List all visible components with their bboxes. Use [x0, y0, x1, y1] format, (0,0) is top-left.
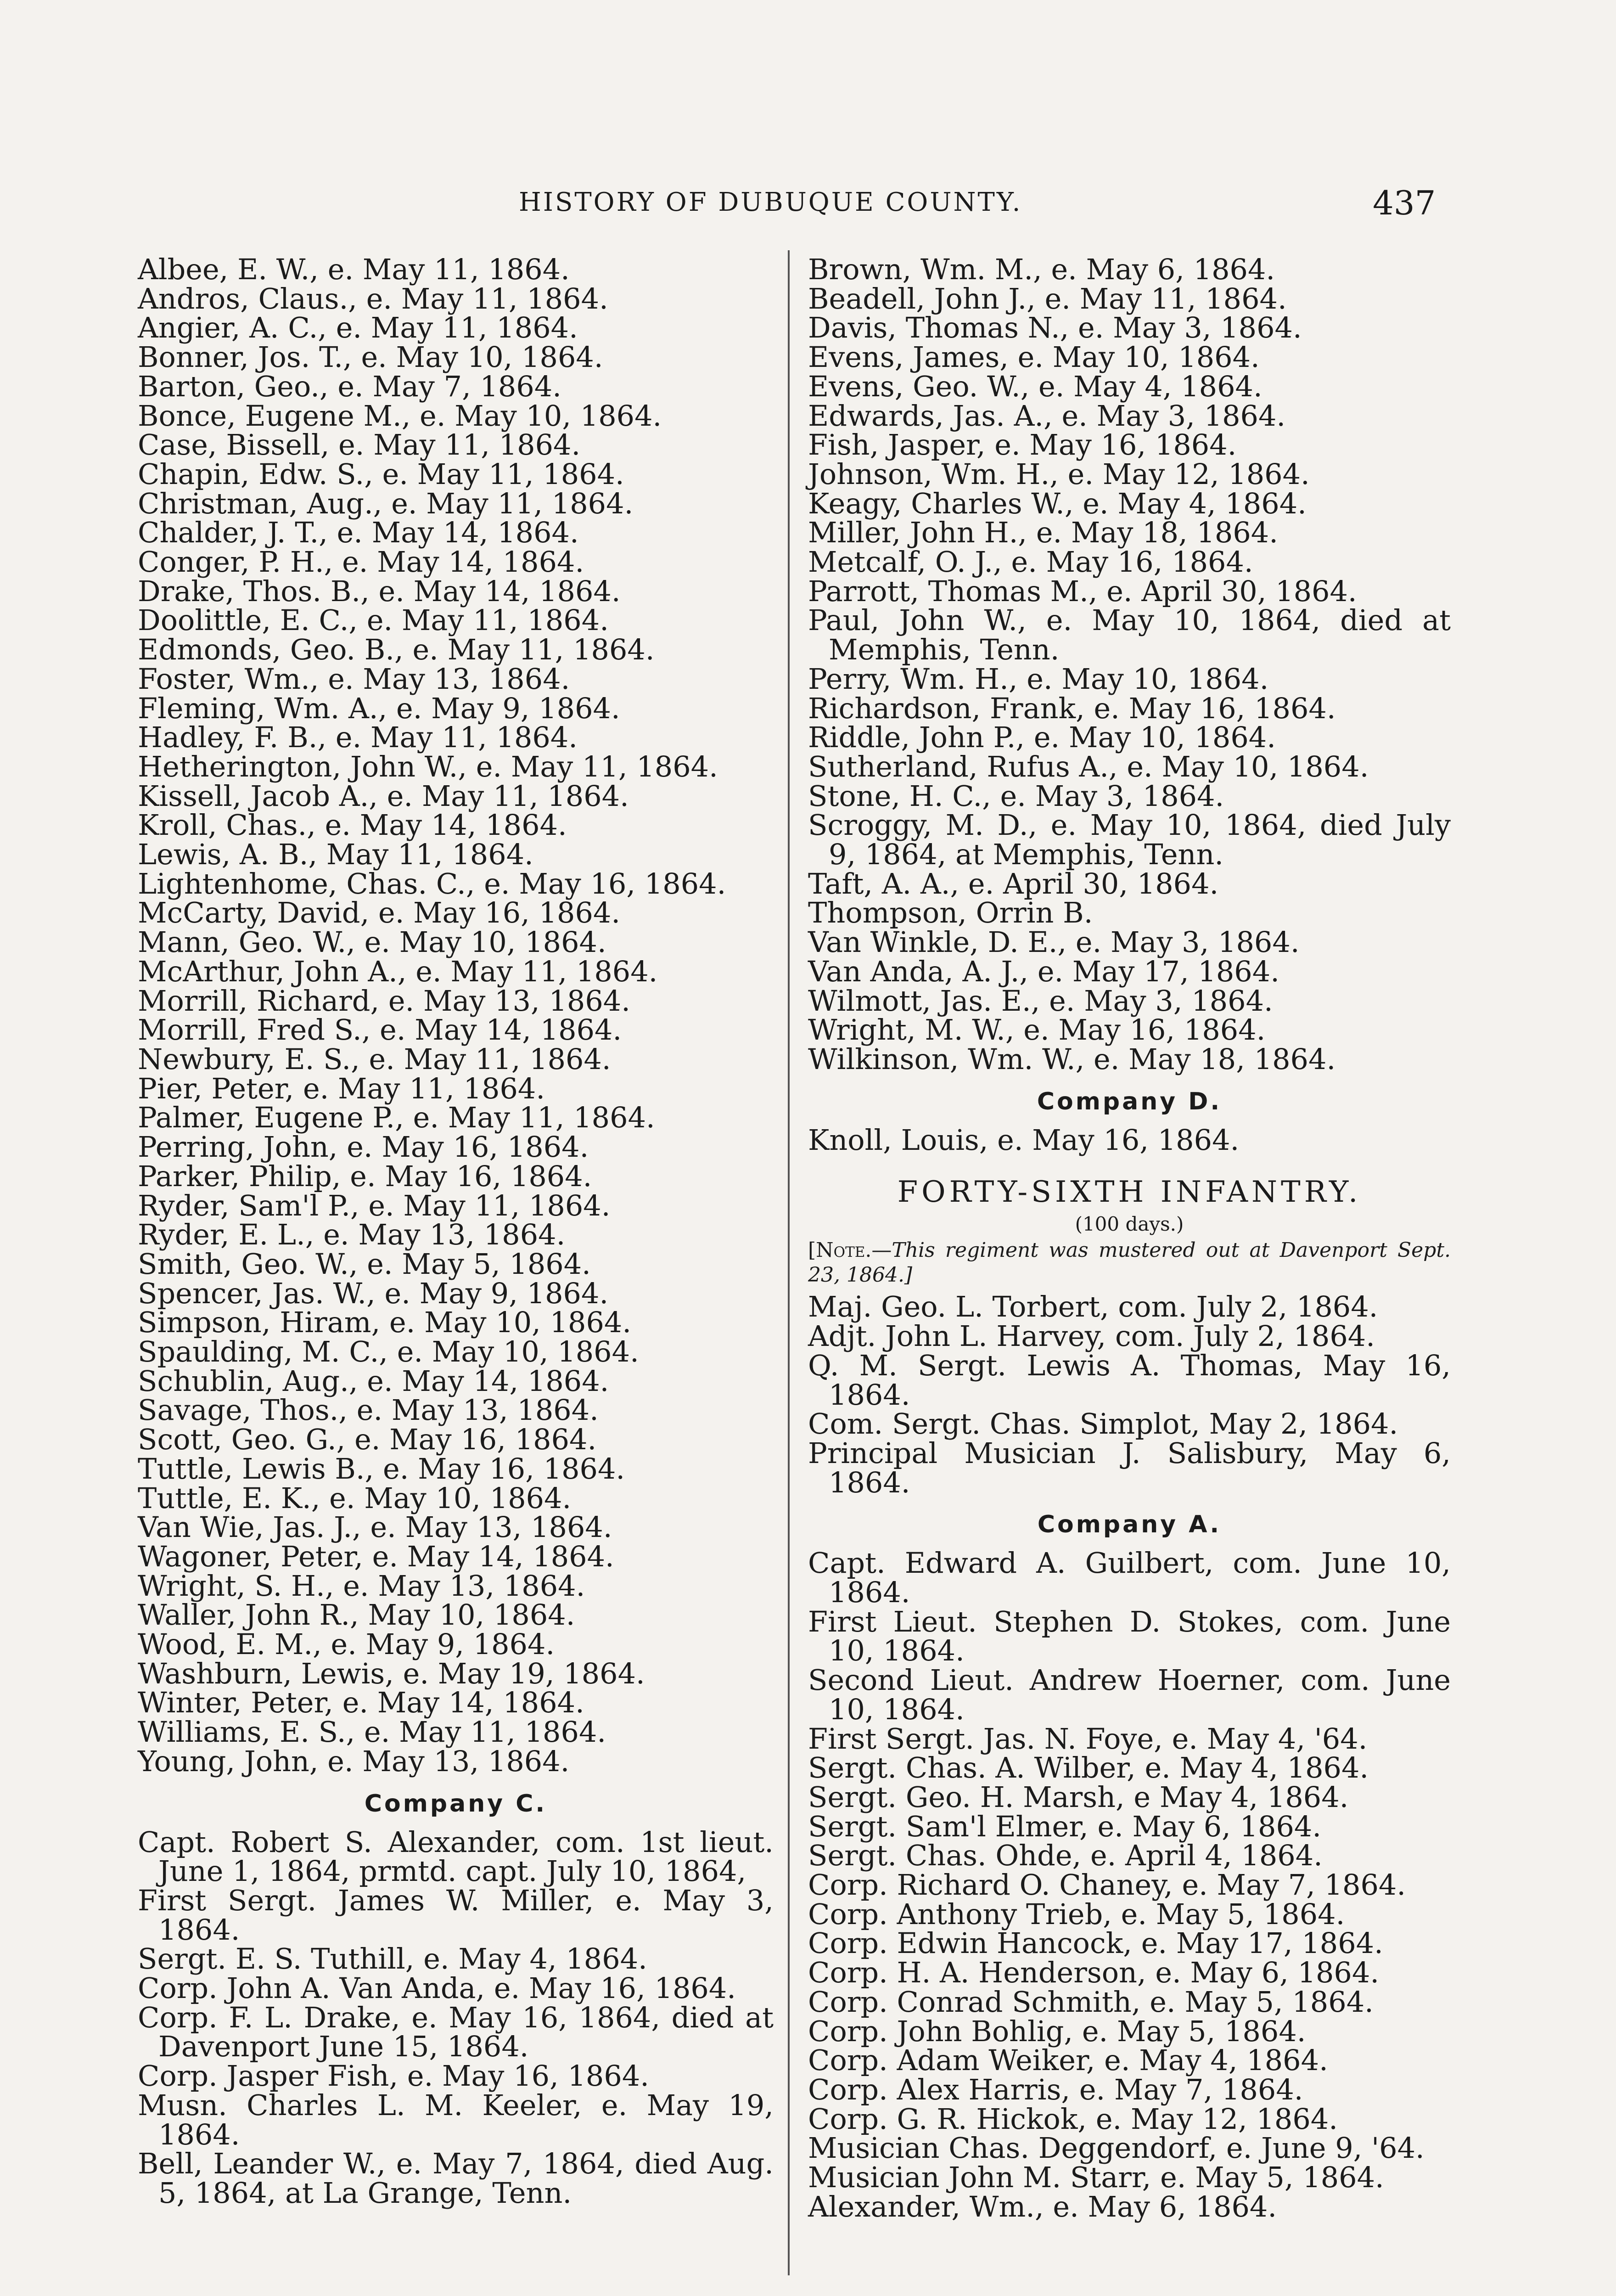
roster-entry: Waller, John R., May 10, 1864. — [138, 1598, 575, 1632]
section-title: FORTY-SIXTH INFANTRY. — [897, 1175, 1362, 1210]
service-duration: (100 days.) — [1075, 1213, 1184, 1236]
roster-entry: First Lieut. Stephen D. Stokes, com. June 10, 1864. — [808, 1604, 1451, 1668]
roster-entry: Bell, Leander W., e. May 7, 1864, died Aug. 5, 1864, at La Grange, Tenn. — [138, 2147, 774, 2210]
roster-entry: Corp. F. L. Drake, e. May 16, 1864, died at Davenport June 15, 1864. — [138, 2000, 774, 2064]
roster-entry: Keagy, Charles W., e. May 4, 1864. — [808, 486, 1307, 520]
roster-entry: Sergt. Chas. Ohde, e. April 4, 1864. — [808, 1839, 1323, 1873]
roster-entry: Richardson, Frank, e. May 16, 1864. — [808, 691, 1336, 725]
roster-entry: Kroll, Chas., e. May 14, 1864. — [138, 808, 567, 842]
roster-entry: Metcalf, O. J., e. May 16, 1864. — [808, 545, 1253, 579]
roster-entry: Morrill, Richard, e. May 13, 1864. — [138, 984, 630, 1018]
roster-entry: Barton, Geo., e. May 7, 1864. — [138, 369, 561, 403]
roster-entry: Sergt. Sam'l Elmer, e. May 6, 1864. — [808, 1809, 1322, 1843]
roster-entry: Christman, Aug., e. May 11, 1864. — [138, 486, 634, 520]
roster-list — [808, 255, 1451, 1074]
roster-entry: Principal Musician J. Salisbury, May 6, 1864. — [808, 1436, 1451, 1499]
roster-entry: Case, Bissell, e. May 11, 1864. — [138, 428, 581, 462]
roster-entry: Chalder, J. T., e. May 14, 1864. — [138, 516, 579, 550]
roster-entry: Wright, M. W., e. May 16, 1864. — [808, 1013, 1266, 1047]
roster-entry: Corp. Edwin Hancock, e. May 17, 1864. — [808, 1926, 1383, 1960]
roster-entry: Wilkinson, Wm. W., e. May 18, 1864. — [808, 1042, 1336, 1076]
roster-entry: Sutherland, Rufus A., e. May 10, 1864. — [808, 749, 1369, 783]
staff-roster — [808, 1292, 1451, 1497]
roster-entry: Capt. Robert S. Alexander, com. 1st lieut. June 1, 1864, prmtd. capt. July 10, 1864, — [138, 1825, 774, 1888]
roster-entry: Evens, James, e. May 10, 1864. — [808, 340, 1260, 374]
roster-entry: Lewis, A. B., May 11, 1864. — [138, 838, 533, 872]
roster-entry: Spaulding, M. C., e. May 10, 1864. — [138, 1335, 639, 1369]
roster-entry: Wagoner, Peter, e. May 14, 1864. — [138, 1539, 614, 1573]
running-head: HISTORY OF DUBUQUE COUNTY. — [519, 187, 1022, 217]
roster-entry: Corp. Alex Harris, e. May 7, 1864. — [808, 2072, 1303, 2106]
left-column — [138, 255, 774, 2208]
page-header — [0, 184, 1616, 225]
roster-list — [138, 255, 774, 1776]
roster-entry: Fish, Jasper, e. May 16, 1864. — [808, 428, 1237, 462]
roster-entry: First Sergt. Jas. N. Foye, e. May 4, '64. — [808, 1722, 1368, 1756]
roster-entry: Knoll, Louis, e. May 16, 1864. — [808, 1123, 1240, 1157]
roster-entry: Thompson, Orrin B. — [808, 896, 1093, 930]
roster-entry: Maj. Geo. L. Torbert, com. July 2, 1864. — [808, 1290, 1378, 1324]
roster-entry: Corp. Conrad Schmith, e. May 5, 1864. — [808, 1985, 1374, 2019]
roster-entry: Taft, A. A., e. April 30, 1864. — [808, 867, 1219, 900]
roster-entry: Van Wie, Jas. J., e. May 13, 1864. — [138, 1510, 612, 1544]
roster-entry: Evens, Geo. W., e. May 4, 1864. — [808, 369, 1262, 403]
roster-entry: Johnson, Wm. H., e. May 12, 1864. — [808, 457, 1310, 491]
roster-entry: Sergt. Chas. A. Wilber, e. May 4, 1864. — [808, 1751, 1369, 1785]
roster-entry: Parker, Philip, e. May 16, 1864. — [138, 1159, 592, 1193]
company-d-roster — [808, 1125, 1451, 1155]
roster-entry: Hadley, F. B., e. May 11, 1864. — [138, 720, 578, 754]
roster-entry: Andros, Claus., e. May 11, 1864. — [138, 281, 608, 315]
roster-entry: Stone, H. C., e. May 3, 1864. — [808, 779, 1224, 813]
roster-entry: Sergt. E. S. Tuthill, e. May 4, 1864. — [138, 1942, 647, 1976]
roster-entry: Smith, Geo. W., e. May 5, 1864. — [138, 1247, 591, 1281]
roster-entry: Com. Sergt. Chas. Simplot, May 2, 1864. — [808, 1407, 1398, 1441]
roster-entry: Tuttle, Lewis B., e. May 16, 1864. — [138, 1452, 625, 1486]
roster-entry: Van Winkle, D. E., e. May 3, 1864. — [808, 925, 1300, 959]
roster-entry: Riddle, John P., e. May 10, 1864. — [808, 720, 1276, 754]
roster-entry: Foster, Wm., e. May 13, 1864. — [138, 662, 570, 696]
roster-entry: Corp. H. A. Henderson, e. May 6, 1864. — [808, 1956, 1380, 1990]
roster-entry: Second Lieut. Andrew Hoerner, com. June 10, 1864. — [808, 1663, 1451, 1726]
roster-entry: Hetherington, John W., e. May 11, 1864. — [138, 749, 718, 783]
roster-entry: Edmonds, Geo. B., e. May 11, 1864. — [138, 633, 655, 667]
roster-entry: Ryder, E. L., e. May 13, 1864. — [138, 1218, 566, 1252]
roster-entry: Miller, John H., e. May 18, 1864. — [808, 516, 1278, 550]
column-divider — [788, 250, 790, 2275]
roster-entry: Conger, P. H., e. May 14, 1864. — [138, 545, 584, 579]
roster-entry: Q. M. Sergt. Lewis A. Thomas, May 16, 1864. — [808, 1348, 1451, 1412]
roster-entry: Young, John, e. May 13, 1864. — [138, 1744, 570, 1778]
roster-entry: Corp. John Bohlig, e. May 5, 1864. — [808, 2014, 1306, 2048]
roster-entry: Van Anda, A. J., e. May 17, 1864. — [808, 954, 1279, 988]
roster-entry: Musician John M. Starr, e. May 5, 1864. — [808, 2161, 1384, 2195]
company-a-roster — [808, 1548, 1451, 2221]
roster-entry: Corp. Anthony Trieb, e. May 5, 1864. — [808, 1897, 1345, 1931]
company-heading: Company D. — [1037, 1087, 1222, 1115]
roster-entry: Wilmott, Jas. E., e. May 3, 1864. — [808, 984, 1273, 1018]
roster-entry: Newbury, E. S., e. May 11, 1864. — [138, 1042, 611, 1076]
roster-entry: McArthur, John A., e. May 11, 1864. — [138, 954, 658, 988]
roster-entry: Winter, Peter, e. May 14, 1864. — [138, 1686, 584, 1720]
roster-entry: Corp. John A. Van Anda, e. May 16, 1864. — [138, 1971, 736, 2005]
roster-entry: Perry, Wm. H., e. May 10, 1864. — [808, 662, 1269, 696]
roster-entry: Scott, Geo. G., e. May 16, 1864. — [138, 1423, 597, 1457]
roster-entry: Scroggy, M. D., e. May 10, 1864, died July 9, 1864, at Memphis, Tenn. — [808, 808, 1451, 872]
regiment-note — [808, 1238, 1451, 1288]
roster-entry: Palmer, Eugene P., e. May 11, 1864. — [138, 1101, 655, 1135]
roster-entry: Schublin, Aug., e. May 14, 1864. — [138, 1364, 609, 1398]
roster-entry: Albee, E. W., e. May 11, 1864. — [138, 253, 570, 286]
roster-entry: Ryder, Sam'l P., e. May 11, 1864. — [138, 1188, 611, 1222]
roster-entry: Kissell, Jacob A., e. May 11, 1864. — [138, 779, 629, 813]
roster-entry: Mann, Geo. W., e. May 10, 1864. — [138, 925, 606, 959]
roster-entry: Bonce, Eugene M., e. May 10, 1864. — [138, 399, 662, 433]
roster-entry: Wright, S. H., e. May 13, 1864. — [138, 1569, 585, 1603]
note-text: This regiment was mustered out at Davenport Sept. 23, 1864.] — [808, 1238, 1451, 1287]
roster-entry: Pier, Peter, e. May 11, 1864. — [138, 1071, 545, 1105]
roster-entry: Beadell, John J., e. May 11, 1864. — [808, 281, 1287, 315]
roster-entry: Davis, Thomas N., e. May 3, 1864. — [808, 311, 1302, 345]
roster-entry: Corp. G. R. Hickok, e. May 12, 1864. — [808, 2102, 1338, 2136]
roster-entry: Perring, John, e. May 16, 1864. — [138, 1130, 589, 1164]
page-number: 437 — [1373, 184, 1436, 222]
roster-entry: Alexander, Wm., e. May 6, 1864. — [808, 2189, 1277, 2223]
roster-entry: Edwards, Jas. A., e. May 3, 1864. — [808, 399, 1286, 433]
roster-entry: Corp. Adam Weiker, e. May 4, 1864. — [808, 2043, 1328, 2077]
company-heading: Company A. — [1037, 1511, 1222, 1539]
roster-entry: Paul, John W., e. May 10, 1864, died at Memphis, Tenn. — [808, 603, 1451, 667]
roster-entry: Bonner, Jos. T., e. May 10, 1864. — [138, 340, 603, 374]
roster-entry: Parrott, Thomas M., e. April 30, 1864. — [808, 574, 1357, 608]
roster-entry: McCarty, David, e. May 16, 1864. — [138, 896, 621, 930]
roster-entry: Brown, Wm. M., e. May 6, 1864. — [808, 253, 1275, 286]
company-c-roster — [138, 1825, 774, 2210]
roster-entry: Morrill, Fred S., e. May 14, 1864. — [138, 1013, 622, 1047]
roster-entry: Drake, Thos. B., e. May 14, 1864. — [138, 574, 621, 608]
roster-entry: Adjt. John L. Harvey, com. July 2, 1864. — [808, 1319, 1375, 1353]
roster-entry: Musn. Charles L. M. Keeler, e. May 19, 1864. — [138, 2088, 774, 2151]
roster-entry: Capt. Edward A. Guilbert, com. June 10, 1864. — [808, 1546, 1451, 1609]
roster-entry: Savage, Thos., e. May 13, 1864. — [138, 1393, 599, 1427]
roster-entry: Washburn, Lewis, e. May 19, 1864. — [138, 1656, 645, 1690]
company-heading: Company C. — [364, 1790, 547, 1818]
roster-entry: Sergt. Geo. H. Marsh, e May 4, 1864. — [808, 1780, 1349, 1814]
roster-entry: Williams, E. S., e. May 11, 1864. — [138, 1715, 606, 1749]
roster-entry: Corp. Jasper Fish, e. May 16, 1864. — [138, 2059, 649, 2093]
note-label: [Note.— — [808, 1238, 892, 1262]
roster-entry: Chapin, Edw. S., e. May 11, 1864. — [138, 457, 624, 491]
roster-entry: Corp. Richard O. Chaney, e. May 7, 1864. — [808, 1868, 1406, 1902]
roster-entry: Musician Chas. Deggendorf, e. June 9, '64. — [808, 2131, 1425, 2165]
roster-entry: Spencer, Jas. W., e. May 9, 1864. — [138, 1276, 609, 1310]
roster-entry: Fleming, Wm. A., e. May 9, 1864. — [138, 691, 620, 725]
roster-entry: Doolittle, E. C., e. May 11, 1864. — [138, 603, 609, 637]
roster-entry: First Sergt. James W. Miller, e. May 3, 1864. — [138, 1883, 774, 1947]
roster-entry: Lightenhome, Chas. C., e. May 16, 1864. — [138, 867, 726, 900]
roster-entry: Angier, A. C., e. May 11, 1864. — [138, 311, 578, 345]
roster-entry: Simpson, Hiram, e. May 10, 1864. — [138, 1306, 632, 1339]
right-column — [808, 255, 1451, 2221]
roster-entry: Wood, E. M., e. May 9, 1864. — [138, 1627, 555, 1661]
roster-entry: Tuttle, E. K., e. May 10, 1864. — [138, 1481, 572, 1515]
